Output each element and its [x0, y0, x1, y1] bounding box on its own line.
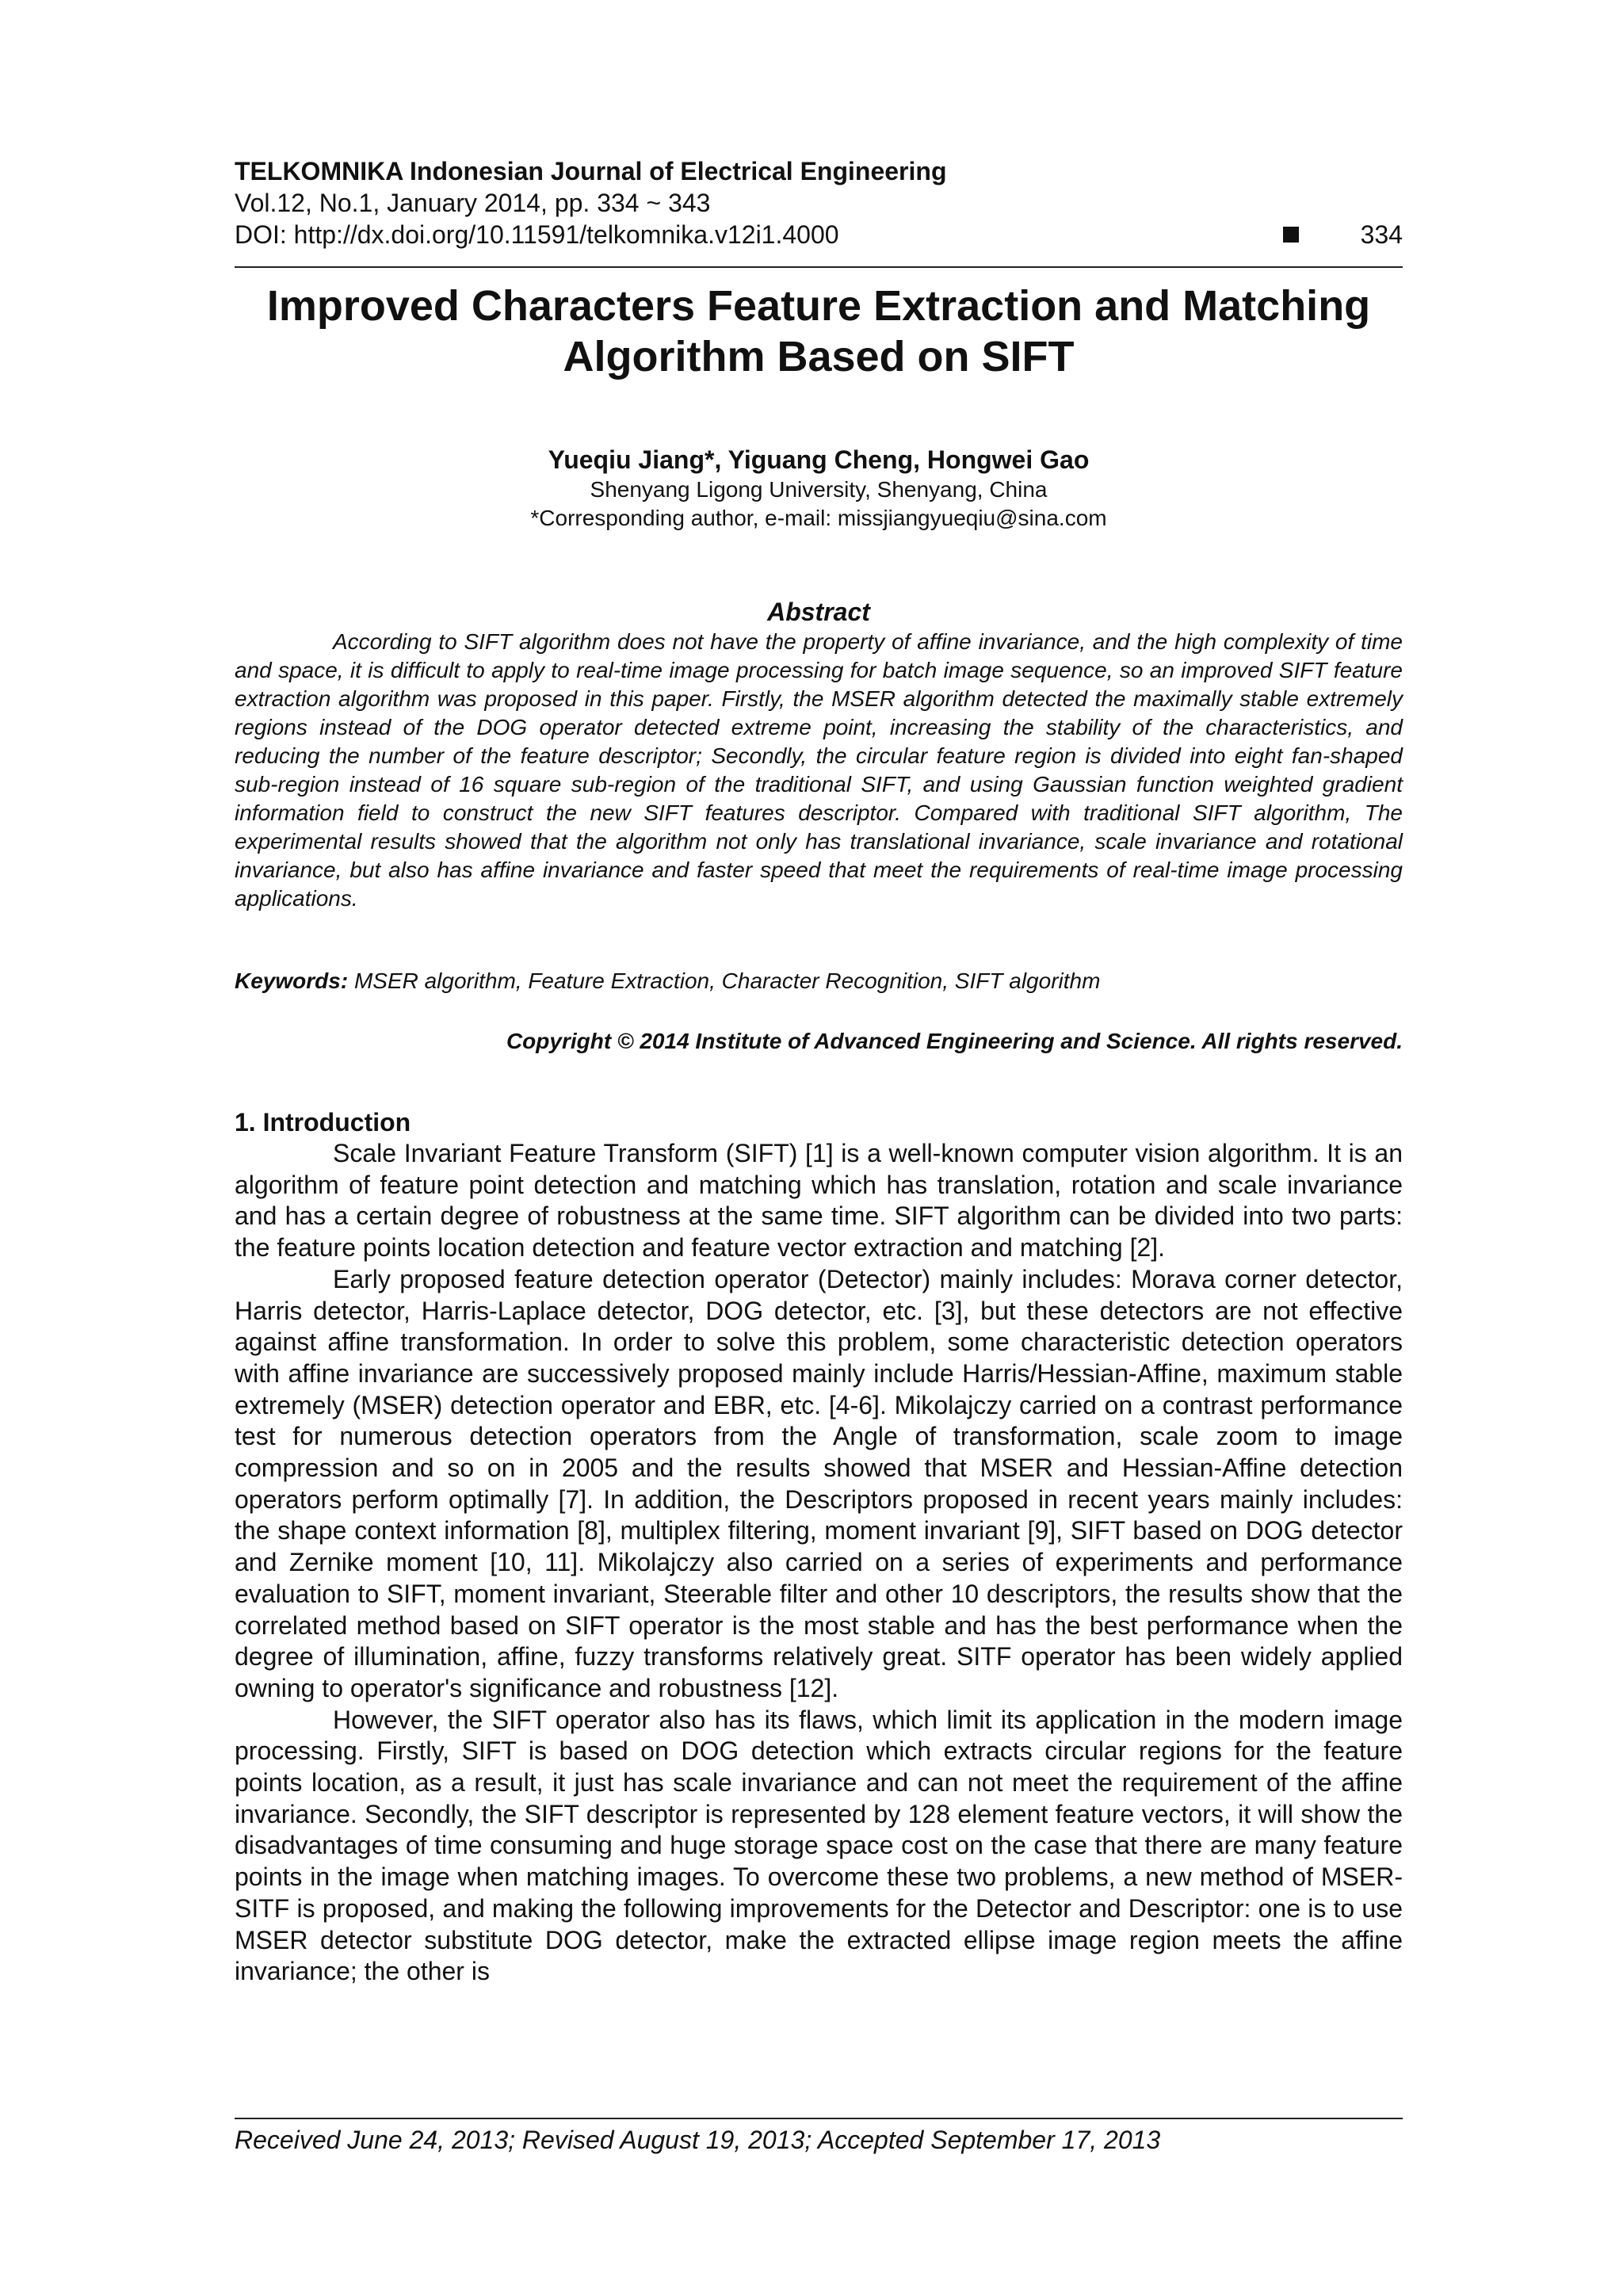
- paper-title: [235, 281, 1403, 382]
- abstract-text: According to SIFT algorithm does not have the property of affine invariance, and the high complexity of time and space, it is difficult to apply to real-time image processing for batch image sequence, so an improved SIFT feature extraction algorithm was proposed in this paper. Firstly, the MSER algorithm detected the maximally stable extremely regions instead of the DOG operator detected extreme point, increasing the stability of the characteristics, and reducing the number of the feature descriptor; Secondly, the circular feature region is divided into eight fan-shaped sub-region instead of 16 square sub-region of the traditional SIFT, and using Gaussian function weighted gradient information field to construct the new SIFT features descriptor. Compared with traditional SIFT algorithm, The experimental results showed that the algorithm not only has translational invariance, scale invariance and rotational invariance, but also has affine invariance and faster speed that meet the requirements of real-time image processing applications.: [235, 629, 1403, 911]
- doi-link[interactable]: DOI: http://dx.doi.org/10.11591/telkomnika.v12i1.4000: [235, 220, 839, 249]
- journal-header: [235, 155, 1403, 250]
- abstract-section: [235, 596, 1403, 913]
- intro-paragraph-3: However, the SIFT operator also has its flaws, which limit its application in the modern image processing. Firstly, SIFT is based on DOG detection which extracts circular regions for the feature points location, as a result, it just has scale invariance and can not meet the requirement of the affine invariance. Secondly, the SIFT descriptor is represented by 128 element feature vectors, it will show the disadvantages of time consuming and huge storage space cost on the case that there are many feature points in the image when matching images. To overcome these two problems, a new method of MSER-SITF is proposed, and making the following improvements for the Detector and Descriptor: one is to use MSER detector substitute DOG detector, make the extracted ellipse image region meets the affine invariance; the other is: [235, 1705, 1403, 1986]
- intro-paragraph-1: Scale Invariant Feature Transform (SIFT) [1] is a well-known computer vision algorithm. It is an algorithm of feature point detection and matching which has translation, rotation and scale invariance and has a certain degree of robustness at the same time. SIFT algorithm can be divided into two parts: the feature points location detection and feature vector extraction and matching [2].: [235, 1139, 1403, 1263]
- footer-divider: [235, 2118, 1403, 2119]
- abstract-heading: Abstract: [767, 598, 870, 626]
- keywords-label: Keywords:: [235, 968, 349, 993]
- page-number: 334: [1360, 220, 1403, 249]
- keywords: [235, 967, 1403, 995]
- corresponding-author: *Corresponding author, e-mail: missjiangyueqiu@sina.com: [530, 506, 1107, 530]
- journal-name: TELKOMNIKA Indonesian Journal of Electrical Engineering: [235, 157, 947, 185]
- section-heading: 1. Introduction: [235, 1108, 411, 1137]
- doi-row: [235, 219, 1403, 250]
- received-dates: Received June 24, 2013; Revised August 19, 2013; Accepted September 17, 2013: [235, 2126, 1161, 2154]
- intro-paragraph-2: Early proposed feature detection operator (Detector) mainly includes: Morava corner detector, Harris detector, Harris-Laplace detector, DOG detector, etc. [3], but these detectors are not effective against affine transformation. In order to solve this problem, some characteristic detection operators with affine invariance are successively proposed mainly include Harris/Hessian-Affine, maximum stable extremely (MSER) detection operator and EBR, etc. [4-6]. Mikolajczy carried on a contrast performance test for numerous detection operators from the Angle of transformation, scale zoom to image compression and so on in 2005 and the results showed that MSER and Hessian-Affine detection operators perform optimally [7]. In addition, the Descriptors proposed in recent years mainly includes: the shape context information [8], multiplex filtering, moment invariant [9], SIFT based on DOG detector and Zernike moment [10, 11]. Mikolajczy also carried on a series of experiments and performance evaluation to SIFT, moment invariant, Steerable filter and other 10 descriptors, the results show that the correlated method based on SIFT operator is the most stable and has the best performance when the degree of illumination, affine, fuzzy transforms relatively great. SITF operator has been widely applied owning to operator's significance and robustness [12].: [235, 1264, 1403, 1702]
- title-line-1: Improved Characters Feature Extraction and Matching: [266, 282, 1371, 330]
- author-block: [235, 444, 1403, 533]
- title-line-2: Algorithm Based on SIFT: [563, 333, 1075, 380]
- copyright-notice: Copyright © 2014 Institute of Advanced Engineering and Science. All rights reserved.: [506, 1029, 1403, 1053]
- authors: Yueqiu Jiang*, Yiguang Cheng, Hongwei Gao: [548, 445, 1090, 474]
- header-divider: [235, 266, 1403, 268]
- page-number-group: [1283, 219, 1403, 250]
- square-bullet-icon: [1283, 227, 1299, 243]
- volume-info: Vol.12, No.1, January 2014, pp. 334 ~ 343: [235, 189, 711, 217]
- affiliation: Shenyang Ligong University, Shenyang, China: [590, 477, 1048, 502]
- keywords-text: MSER algorithm, Feature Extraction, Character Recognition, SIFT algorithm: [353, 968, 1101, 993]
- introduction-section: [235, 1106, 1403, 1988]
